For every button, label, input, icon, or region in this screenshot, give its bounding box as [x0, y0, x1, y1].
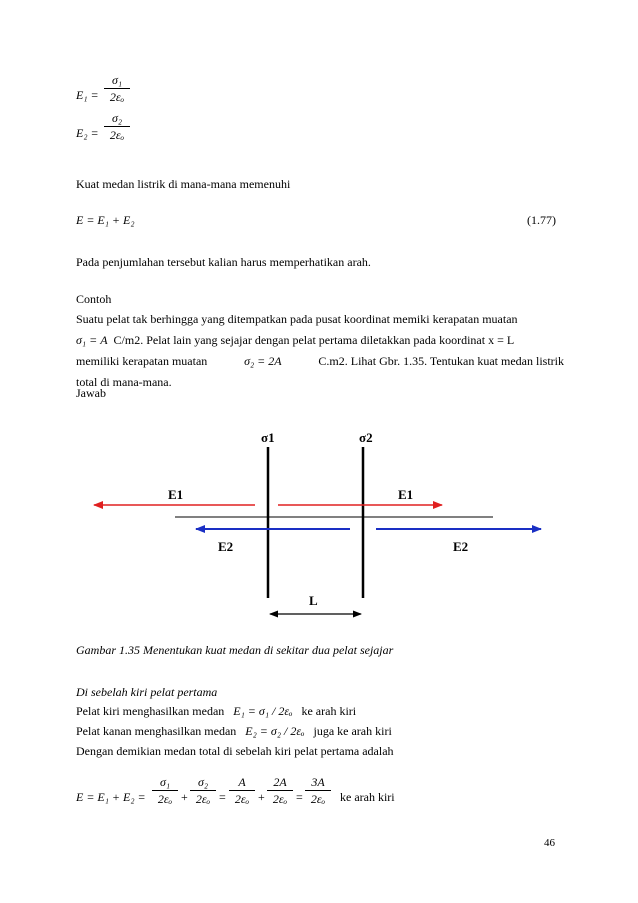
final-frac-2-den: 2εₒ — [195, 792, 211, 806]
solution-line-2-dir: juga ke arah kiri — [313, 724, 392, 738]
final-frac-4 — [267, 775, 293, 806]
final-eq-1: = — [219, 790, 226, 804]
page-number: 46 — [544, 837, 555, 849]
final-eq-lhs: E = E₁ + E₂ = — [76, 790, 146, 804]
label-sigma2: σ2 — [359, 430, 373, 445]
solution-line-1 — [76, 704, 356, 719]
text-contoh: Contoh — [76, 292, 112, 306]
solution-heading: Di sebelah kiri pelat pertama — [76, 685, 218, 699]
final-frac-5 — [305, 775, 331, 806]
final-frac-4-num: 2A — [273, 775, 287, 789]
label-e2-left: E2 — [218, 539, 234, 554]
final-plus-1: + — [181, 790, 188, 804]
label-L: L — [309, 593, 318, 608]
eq-e2-numerator: σ₂ — [111, 111, 123, 125]
text-kuat-medan: Kuat medan listrik di mana-mana memenuhi — [76, 177, 291, 191]
problem-line-3-b: C.m2. Lihat Gbr. 1.35. Tentukan kuat medan listrik — [318, 354, 564, 368]
problem-line-3 — [76, 351, 564, 372]
eq-177: E = E₁ + E₂ — [76, 213, 135, 227]
problem-sigma1: σ₁ = A — [76, 333, 108, 347]
solution-line-2 — [76, 724, 392, 739]
label-sigma1: σ1 — [261, 430, 275, 445]
final-frac-2 — [190, 775, 216, 806]
label-e1-right: E1 — [398, 487, 414, 502]
problem-paragraph — [76, 309, 564, 393]
final-plus-2: + — [258, 790, 265, 804]
eq-e2-lhs: E₂ = — [76, 126, 99, 140]
eq-e1-fraction — [104, 73, 130, 104]
label-e2-right: E2 — [453, 539, 469, 554]
final-eq-direction: ke arah kiri — [340, 790, 395, 804]
final-frac-1-num: σ₁ — [159, 775, 171, 789]
final-frac-3-den: 2εₒ — [234, 792, 250, 806]
solution-line-1-eq: E₁ = σ₁ / 2εₒ — [233, 704, 293, 718]
final-frac-4-den: 2εₒ — [272, 792, 288, 806]
final-frac-3 — [229, 775, 255, 806]
final-frac-5-den: 2εₒ — [310, 792, 326, 806]
final-frac-3-num: A — [238, 775, 246, 789]
label-e1-left: E1 — [168, 487, 184, 502]
solution-line-2-eq: E₂ = σ₂ / 2εₒ — [245, 724, 305, 738]
figure-caption: Gambar 1.35 Menentukan kuat medan di sekitar dua pelat sejajar — [76, 643, 394, 657]
text-jawab: Jawab — [76, 386, 106, 400]
problem-line-4: total di mana-mana. — [76, 375, 172, 389]
final-frac-5-num: 3A — [311, 775, 325, 789]
eq-e1-lhs: E₁ = — [76, 88, 99, 102]
problem-line-1: Suatu pelat tak berhingga yang ditempatkan pada pusat koordinat memiki kerapatan muatan — [76, 312, 518, 326]
solution-line-3: Dengan demikian medan total di sebelah kiri pelat pertama adalah — [76, 744, 394, 758]
figure-two-plates — [0, 420, 638, 630]
eq-e1-denominator: 2εₒ — [109, 90, 125, 104]
text-penjumlahan: Pada penjumlahan tersebut kalian harus memperhatikan arah. — [76, 255, 371, 269]
problem-line-2 — [76, 330, 564, 351]
eq-e2-denominator: 2εₒ — [109, 128, 125, 142]
final-frac-1-den: 2εₒ — [157, 792, 173, 806]
eq-e1-numerator: σ₁ — [111, 73, 123, 87]
solution-line-2-text: Pelat kanan menghasilkan medan — [76, 724, 237, 738]
final-frac-1 — [152, 775, 178, 806]
eq-e2-fraction — [104, 111, 130, 142]
problem-line-2-rest: C/m2. Pelat lain yang sejajar dengan pelat pertama diletakkan pada koordinat x = L — [113, 333, 515, 347]
problem-line-3-a: memiliki kerapatan muatan — [76, 354, 208, 368]
final-frac-2-num: σ₂ — [197, 775, 209, 789]
problem-sigma2: σ₂ = 2A — [244, 354, 282, 368]
solution-line-1-dir: ke arah kiri — [301, 704, 357, 718]
final-eq-2: = — [296, 790, 303, 804]
solution-line-1-text: Pelat kiri menghasilkan medan — [76, 704, 225, 718]
eq-177-number: (1.77) — [527, 213, 556, 227]
